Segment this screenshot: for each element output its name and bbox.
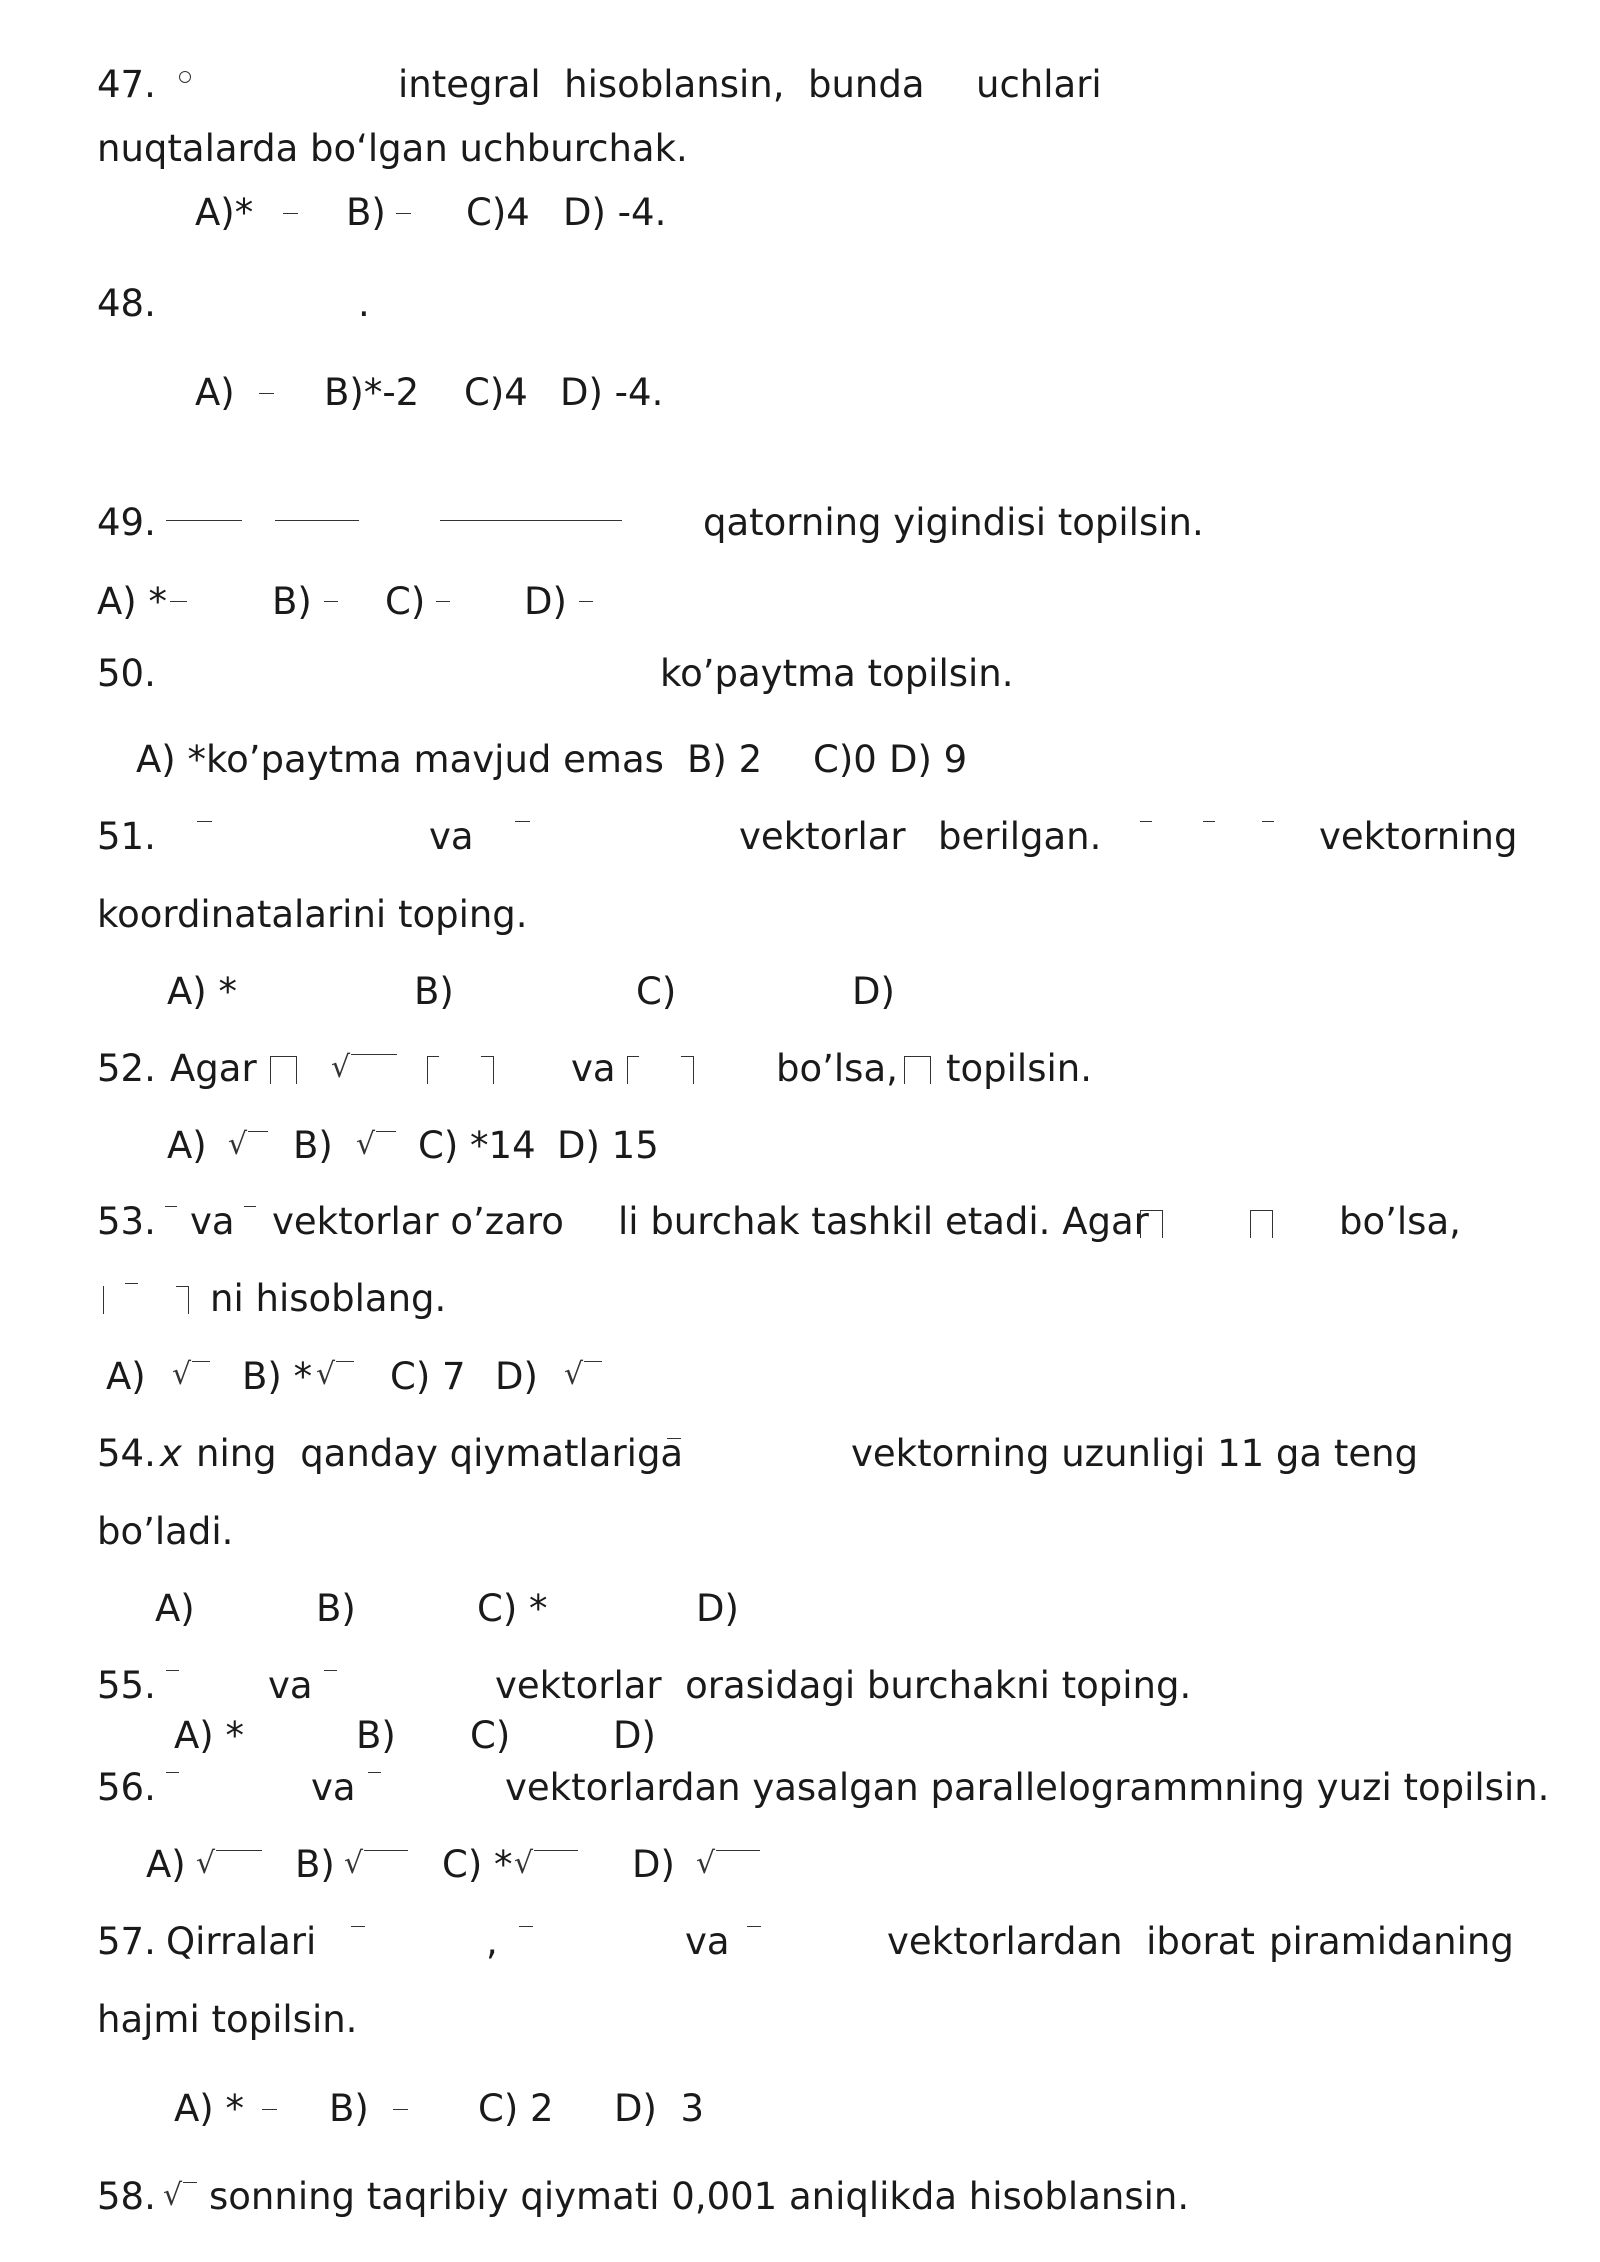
- vector-bar: [1262, 821, 1274, 822]
- sqrt-icon: √: [514, 1846, 534, 1881]
- question-text: bo’lsa,: [1339, 1200, 1461, 1243]
- option-a: A): [146, 1843, 186, 1886]
- sqrt-bar: [192, 1361, 210, 1362]
- option-a: A): [106, 1355, 146, 1398]
- fraction-bar: [166, 520, 242, 521]
- question-text: topilsin.: [946, 1047, 1092, 1090]
- option-b: B): [293, 1124, 333, 1167]
- question-text: .: [358, 282, 370, 325]
- fraction-bar: [440, 520, 622, 521]
- abs-bar: [1140, 1210, 1141, 1238]
- abs-bar: [1250, 1210, 1251, 1238]
- option-b: B)*-2: [324, 371, 420, 414]
- option-b: B): [414, 970, 454, 1013]
- sqrt-bar: [351, 1054, 397, 1055]
- question-text: vektorlar o’zaro: [272, 1200, 564, 1243]
- option-c: C)0: [813, 738, 877, 781]
- option-a: A) *: [97, 580, 168, 623]
- abs-bar: [270, 1056, 296, 1057]
- question-text: piramidaning: [1269, 1920, 1514, 1963]
- question-text: koordinatalarini toping.: [97, 893, 528, 936]
- vector-bar: [324, 1670, 337, 1671]
- sqrt-icon: √: [316, 1357, 336, 1392]
- abs-bar: [1140, 1210, 1162, 1211]
- question-number: 48.: [97, 282, 156, 325]
- abs-bar: [904, 1056, 930, 1057]
- question-number: 58.: [97, 2175, 156, 2218]
- vector-bar: [519, 1926, 533, 1927]
- sqrt-icon: √: [344, 1846, 364, 1881]
- option-d: D): [495, 1355, 538, 1398]
- option-d: D): [696, 1587, 739, 1630]
- option-c: C) *: [477, 1587, 548, 1630]
- option-b: B): [356, 1714, 396, 1757]
- option-b: B): [272, 580, 312, 623]
- option-d: D) -4.: [563, 191, 667, 234]
- bracket: [493, 1056, 494, 1084]
- option-c: C) 2: [478, 2087, 554, 2130]
- question-text: ni hisoblang.: [210, 1277, 447, 1320]
- option-a: A): [155, 1587, 195, 1630]
- option-b: B) *: [242, 1355, 313, 1398]
- option-d: D) 3: [614, 2087, 704, 2130]
- sqrt-icon: √: [172, 1357, 192, 1392]
- fraction-bar: [324, 601, 338, 602]
- question-text: integral hisoblansin, bunda: [398, 63, 925, 106]
- vector-bar: [197, 821, 212, 822]
- bracket: [627, 1056, 639, 1057]
- sqrt-bar: [534, 1850, 578, 1851]
- sqrt-bar: [716, 1850, 760, 1851]
- option-c: C) 7: [390, 1355, 466, 1398]
- sqrt-icon: √: [356, 1127, 376, 1162]
- bracket: [627, 1056, 628, 1084]
- question-text: va: [429, 815, 474, 858]
- option-d: D) -4.: [560, 371, 664, 414]
- question-text: li burchak tashkil etadi. Agar: [618, 1200, 1149, 1243]
- fraction-bar: [275, 520, 359, 521]
- vector-bar: [166, 1670, 179, 1671]
- question-text: va: [268, 1664, 313, 1707]
- fraction-bar: [436, 601, 450, 602]
- option-b: B): [329, 2087, 369, 2130]
- question-number: 52.: [97, 1047, 156, 1090]
- option-d: D): [632, 1843, 675, 1886]
- bracket: [427, 1056, 439, 1057]
- vector-bar: [515, 821, 530, 822]
- question-text: ,: [486, 1920, 498, 1963]
- question-number: 57.: [97, 1920, 156, 1963]
- option-b: B): [346, 191, 386, 234]
- question-number: 56.: [97, 1766, 156, 1809]
- option-c: C)4: [464, 371, 528, 414]
- question-number: 49.: [97, 501, 156, 544]
- abs-bar: [1272, 1210, 1273, 1238]
- question-number: 51.: [97, 815, 156, 858]
- abs-bar: [1250, 1210, 1272, 1211]
- option-d: D) 9: [889, 738, 968, 781]
- option-d: D): [613, 1714, 656, 1757]
- bracket: [681, 1056, 693, 1057]
- option-a: A) *: [174, 1714, 245, 1757]
- question-text: va: [685, 1920, 730, 1963]
- bracket: [693, 1056, 694, 1084]
- question-number: 54.: [97, 1432, 156, 1475]
- sqrt-icon: √: [163, 2178, 183, 2213]
- option-a: A): [195, 371, 235, 414]
- question-text: nuqtalarda bo‘lgan uchburchak.: [97, 127, 688, 170]
- vector-bar: [747, 1926, 761, 1927]
- vector-bar: [368, 1772, 381, 1773]
- question-text: ning qanday qiymatlariga: [196, 1432, 684, 1475]
- question-text: sonning taqribiy qiymati 0,001 aniqlikda hisoblansin.: [209, 2175, 1190, 2218]
- sqrt-icon: √: [696, 1846, 716, 1881]
- question-text: bo’ladi.: [97, 1510, 234, 1553]
- question-number: 50.: [97, 652, 156, 695]
- question-text: va: [571, 1047, 616, 1090]
- question-text: ko’paytma topilsin.: [660, 652, 1014, 695]
- abs-bar: [904, 1056, 905, 1084]
- abs-bar: [188, 1286, 189, 1314]
- fraction-bar: [579, 601, 593, 602]
- option-b: B) 2: [687, 738, 763, 781]
- sqrt-icon: √: [228, 1127, 248, 1162]
- option-a: A) *: [174, 2087, 245, 2130]
- question-text: uchlari: [976, 63, 1102, 106]
- abs-bar: [1162, 1210, 1163, 1238]
- sqrt-icon: √: [564, 1357, 584, 1392]
- abs-bar: [176, 1286, 188, 1287]
- fraction-bar: [262, 2109, 277, 2110]
- question-text: vektorlar: [739, 815, 906, 858]
- sqrt-bar: [584, 1361, 602, 1362]
- question-text: va: [311, 1766, 356, 1809]
- option-c: C): [636, 970, 677, 1013]
- fraction-bar: [396, 213, 411, 214]
- option-d: D): [852, 970, 895, 1013]
- option-c: C): [385, 580, 426, 623]
- question-number: 47.: [97, 63, 156, 106]
- question-text: vektorlar orasidagi burchakni toping.: [495, 1664, 1192, 1707]
- question-text: va: [190, 1200, 235, 1243]
- question-text: qatorning yigindisi topilsin.: [703, 501, 1204, 544]
- option-b: B): [316, 1587, 356, 1630]
- abs-bar: [270, 1056, 271, 1084]
- circle-icon: [179, 71, 191, 83]
- sqrt-bar: [183, 2182, 197, 2183]
- variable-x: x: [160, 1432, 182, 1475]
- bracket: [481, 1056, 493, 1057]
- option-a: A) *: [167, 970, 238, 1013]
- option-a: A): [167, 1124, 207, 1167]
- option-c: C) *: [442, 1843, 513, 1886]
- vector-bar: [125, 1283, 138, 1284]
- question-text: vektorlardan iborat: [887, 1920, 1255, 1963]
- vector-bar: [1140, 821, 1152, 822]
- option-c: C): [470, 1714, 511, 1757]
- sqrt-icon: √: [196, 1846, 216, 1881]
- abs-bar: [930, 1056, 931, 1084]
- question-text: vektorlardan yasalgan parallelogrammning yuzi topilsin.: [505, 1766, 1550, 1809]
- sqrt-bar: [376, 1131, 396, 1132]
- question-text: Qirralari: [166, 1920, 317, 1963]
- option-c: C)4: [466, 191, 530, 234]
- vector-bar: [166, 1772, 179, 1773]
- question-text: vektorning: [1319, 815, 1518, 858]
- vector-bar: [1203, 821, 1215, 822]
- option-d: D): [524, 580, 567, 623]
- bracket: [427, 1056, 428, 1084]
- option-a: A)*: [195, 191, 254, 234]
- question-number: 55.: [97, 1664, 156, 1707]
- fraction-bar: [283, 213, 298, 214]
- question-text: berilgan.: [938, 815, 1102, 858]
- option-a: A) *ko’paytma mavjud emas: [136, 738, 664, 781]
- vector-bar: [244, 1206, 256, 1207]
- question-text: vektorning uzunligi 11 ga teng: [851, 1432, 1419, 1475]
- question-number: 53.: [97, 1200, 156, 1243]
- abs-bar: [103, 1286, 104, 1314]
- option-b: B): [295, 1843, 335, 1886]
- question-text: bo’lsa,: [776, 1047, 898, 1090]
- question-text: hajmi topilsin.: [97, 1998, 358, 2041]
- vector-bar: [351, 1926, 365, 1927]
- sqrt-bar: [216, 1850, 262, 1851]
- question-text: Agar: [170, 1047, 257, 1090]
- sqrt-bar: [336, 1361, 354, 1362]
- sqrt-icon: √: [331, 1050, 351, 1085]
- sqrt-bar: [248, 1131, 268, 1132]
- option-c: C) *14: [418, 1124, 536, 1167]
- fraction-bar: [259, 393, 274, 394]
- option-d: D) 15: [557, 1124, 659, 1167]
- sqrt-bar: [364, 1850, 408, 1851]
- fraction-bar: [393, 2109, 408, 2110]
- abs-bar: [296, 1056, 297, 1084]
- fraction-bar: [170, 601, 187, 602]
- vector-bar: [165, 1206, 177, 1207]
- vector-bar: [667, 1438, 681, 1439]
